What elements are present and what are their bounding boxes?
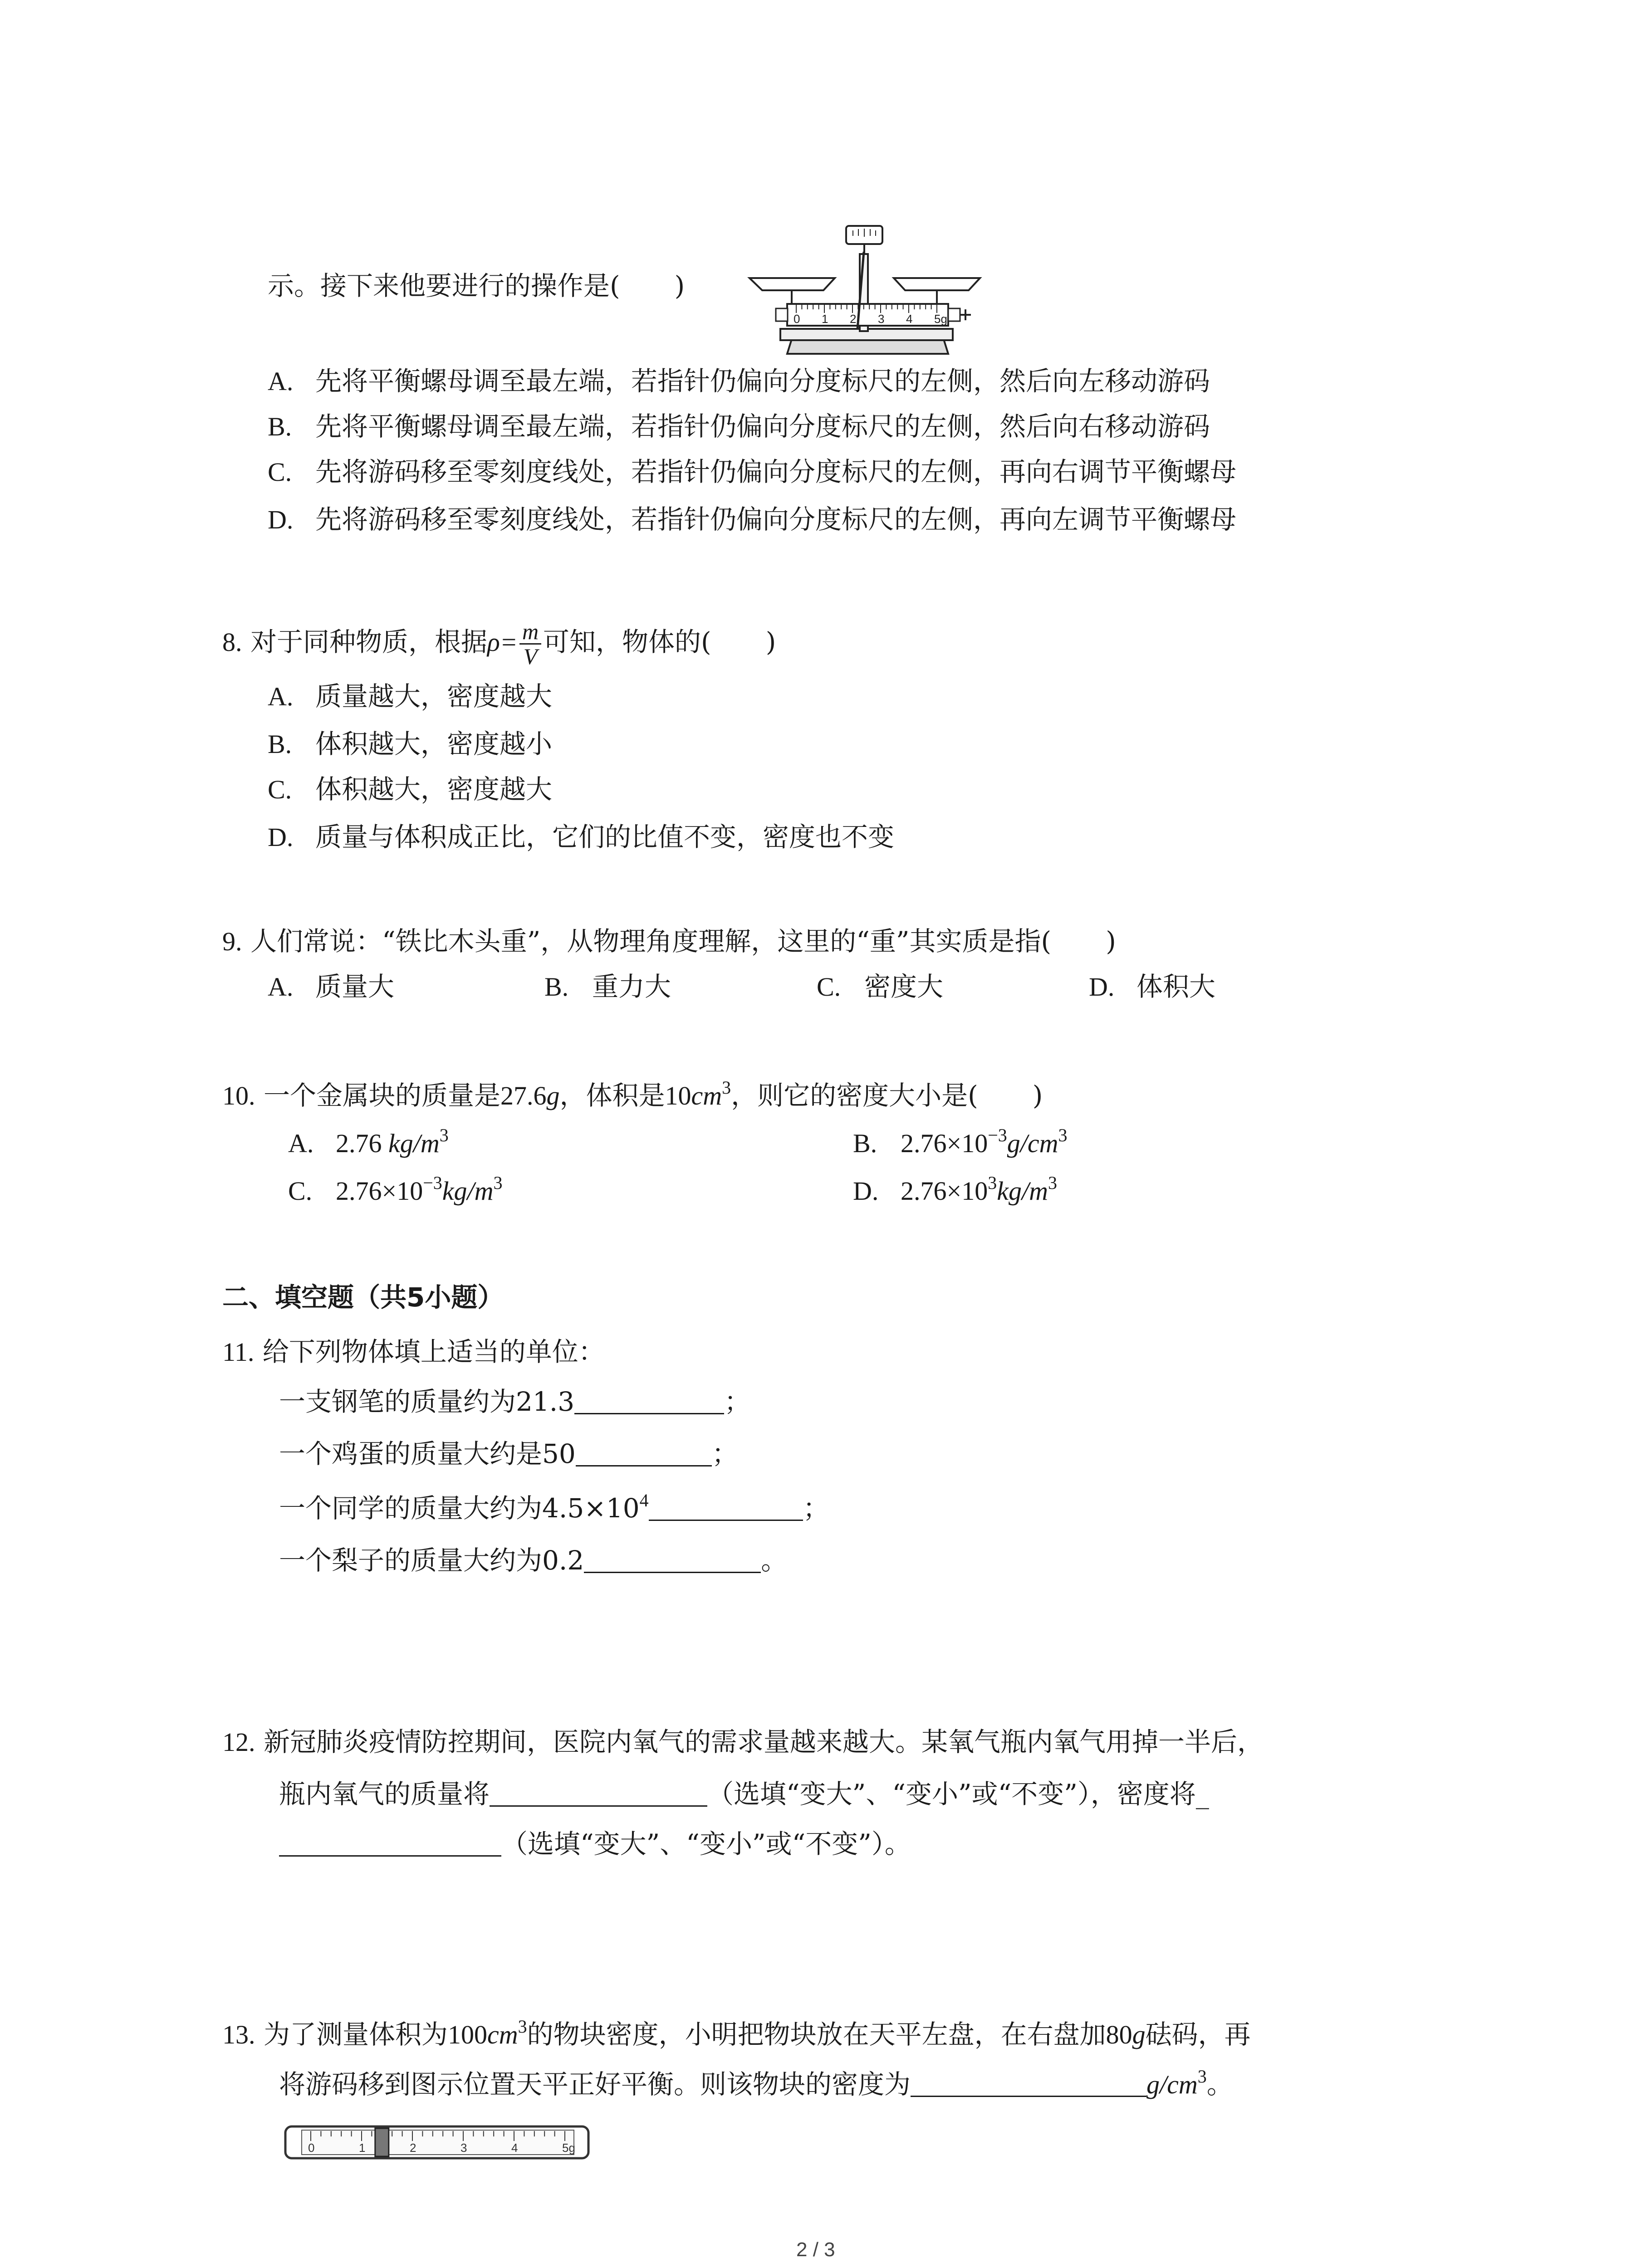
q12-line-3: （选填“变大”、“变小”或“不变”）。: [279, 1826, 911, 1862]
q7-option-d: D. 先将游码移至零刻度线处，若指针仍偏向分度标尺的左侧，再向左调节平衡螺母: [268, 504, 1237, 535]
q13-blank[interactable]: [911, 2068, 1146, 2097]
q10-option-b: B. $2.76\times 10^{-3}g/cm^3$: [853, 1125, 1068, 1158]
q12-number: 12.: [222, 1727, 255, 1757]
balance-figure: [744, 218, 989, 367]
q8-option-d: D. 质量与体积成正比，它们的比值不变，密度也不变: [268, 821, 895, 852]
q8-option-c: C. 体积越大，密度越大: [268, 774, 553, 805]
q9-option-a: A. 质量大: [268, 971, 395, 1002]
q12-line-1: 12. 新冠肺炎疫情防控期间，医院内氧气的需求量越来越大。某氧气瓶内氧气用掉一半后，: [222, 1726, 1264, 1757]
q9-option-b: B. 重力大: [544, 971, 671, 1002]
q10-option-c: C. $2.76\times 10^{-3}kg/m^3$: [288, 1173, 503, 1206]
scale-label: 5g: [934, 312, 947, 326]
q11-line-1: 一支钢笔的质量约为21.3 ；: [279, 1386, 751, 1417]
q12-line-2: 瓶内氧气的质量将 （选填“变大”、“变小”或“不变”），密度将_: [279, 1779, 1209, 1809]
right-pan: [894, 278, 980, 290]
q7-option-a: A. 先将平衡螺母调至最左端，若指针仍偏向分度标尺的左侧，然后向左移动游码: [268, 366, 1210, 396]
rider-weight: [375, 2128, 389, 2156]
scale-label: 4: [906, 312, 913, 326]
scale-label: 0: [794, 312, 800, 326]
q9-option-d: D. 体积大: [1089, 971, 1216, 1002]
q9-stem: 9. 人们常说：“铁比木头重”，从物理角度理解，这里的“重”其实质是指( ): [222, 926, 1116, 957]
rider-scale-figure: [284, 2123, 592, 2164]
scale-label: 1: [822, 312, 828, 326]
q7-stem-text: 示。接下来他要进行的操作是(: [268, 270, 620, 301]
q11-blank-1[interactable]: [574, 1386, 724, 1414]
q8-option-a: A. 质量越大，密度越大: [268, 681, 553, 712]
q7-option-c: C. 先将游码移至零刻度线处，若指针仍偏向分度标尺的左侧，再向右调节平衡螺母: [268, 456, 1237, 487]
scale-label: 4: [511, 2141, 518, 2155]
q11-blank-2[interactable]: [576, 1438, 712, 1466]
q10-stem: 10. 一个金属块的质量是27.6g，体积是$10cm^3$，则它的密度大小是( ): [222, 1077, 1043, 1111]
q7-stem: [268, 268, 685, 304]
q11-number: 11.: [222, 1337, 255, 1367]
scale-label: 1: [359, 2141, 366, 2155]
scale-label: 3: [878, 312, 885, 326]
q10-option-d: D. $2.76\times 10^3kg/m^3$: [853, 1173, 1057, 1206]
scale-label: 2: [850, 312, 857, 326]
left-pan: [749, 278, 835, 290]
page-number: 2 / 3: [796, 2239, 835, 2261]
scale-label: 0: [308, 2141, 315, 2155]
q11-line-3: 一个同学的质量大约为$4.5\times 10^4$ ；: [279, 1490, 829, 1524]
q10-number: 10.: [222, 1081, 255, 1110]
q7-paren-close: ): [674, 270, 685, 301]
section-title: 二、填空题（共5小题）: [222, 1282, 504, 1313]
q11-stem: 11. 给下列物体填上适当的单位：: [222, 1336, 605, 1367]
q11-line-4: 一个梨子的质量大约为0.2 。: [279, 1545, 788, 1576]
q9-number: 9.: [222, 927, 242, 956]
q11-blank-4[interactable]: [584, 1545, 761, 1573]
q11-line-2: 一个鸡蛋的质量大约是50 ；: [279, 1438, 738, 1469]
q9-option-c: C. 密度大: [817, 971, 944, 1002]
balance-base: [787, 339, 948, 354]
scale-label: 5g: [562, 2141, 575, 2155]
density-fraction: $\frac{m}{V}$: [519, 620, 541, 668]
q7-option-b: B. 先将平衡螺母调至最左端，若指针仍偏向分度标尺的左侧，然后向右移动游码: [268, 411, 1210, 442]
q8-option-b: B. 体积越大，密度越小: [268, 728, 553, 759]
q8-number: 8.: [222, 627, 242, 657]
q13-line-2: 将游码移到图示位置天平正好平衡。则该物块的密度为 $g/cm^3$。: [279, 2066, 1233, 2100]
beam-scale: [787, 304, 948, 326]
rho-symbol: ρ=: [487, 627, 518, 657]
q12-blank-1[interactable]: [490, 1778, 707, 1807]
q10-option-a: A. 2.76 $kg/m^3$: [288, 1125, 449, 1158]
q13-line-1: 13. 为了测量体积为$100cm^3$的物块密度，小明把物块放在天平左盘，在右盘加80g砝码，再: [222, 2016, 1251, 2050]
scale-label: 2: [410, 2141, 416, 2155]
q12-blank-2[interactable]: [279, 1828, 501, 1857]
q11-blank-3[interactable]: [649, 1492, 803, 1521]
q13-number: 13.: [222, 2020, 255, 2049]
q8-stem: 8. 对于同种物质，根据ρ= $\frac{m}{V}$ 可知，物体的( ): [222, 619, 776, 670]
scale-label: 3: [460, 2141, 467, 2155]
